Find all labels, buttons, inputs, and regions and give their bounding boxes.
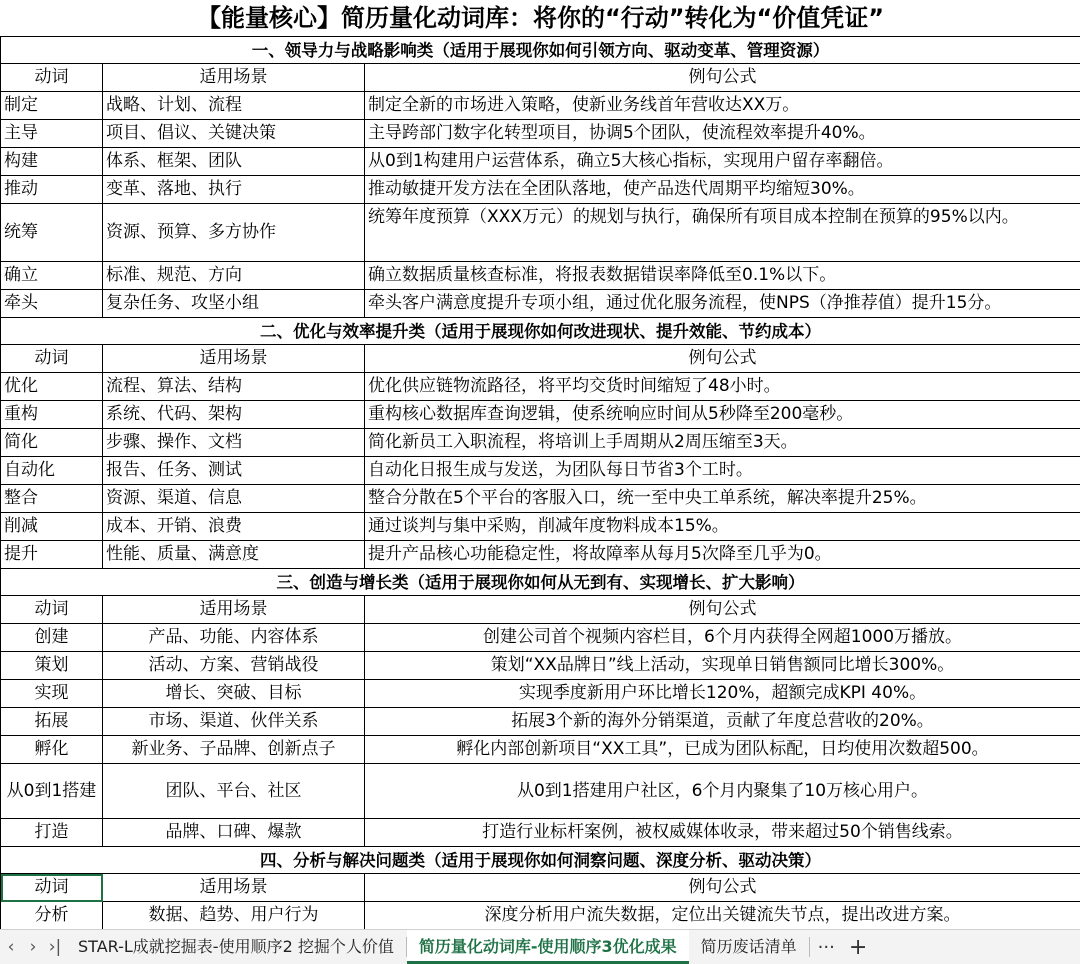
section-heading[interactable]: 二、优化与效率提升类（适用于展现你如何改进现状、提升效能、节约成本）: [1, 318, 1080, 345]
example-cell[interactable]: 自动化日报生成与发送，为团队每日节省3个工时。: [365, 457, 1080, 485]
scene-cell[interactable]: 变革、落地、执行: [103, 176, 365, 204]
scene-cell[interactable]: 团队、平台、社区: [103, 764, 365, 819]
verb-cell[interactable]: 分析: [1, 902, 103, 930]
header-scene[interactable]: 适用场景: [103, 874, 365, 902]
table-row: [1, 652, 1080, 680]
example-cell[interactable]: 重构核心数据库查询逻辑，使系统响应时间从5秒降至200毫秒。: [365, 401, 1080, 429]
verb-cell[interactable]: 制定: [1, 92, 103, 120]
example-cell[interactable]: 提升产品核心功能稳定性，将故障率从每月5次降至几乎为0。: [365, 541, 1080, 569]
verb-cell[interactable]: 统筹: [1, 204, 103, 262]
example-cell[interactable]: 统筹年度预算（XXX万元）的规划与执行，确保所有项目成本控制在预算的95%以内。: [365, 204, 1080, 262]
scene-cell[interactable]: 资源、预算、多方协作: [103, 204, 365, 262]
header-verb[interactable]: 动词: [1, 596, 103, 624]
example-cell[interactable]: 深度分析用户流失数据，定位出关键流失节点，提出改进方案。: [365, 902, 1080, 930]
section-heading[interactable]: 四、分析与解决问题类（适用于展现你如何洞察问题、深度分析、驱动决策）: [1, 847, 1080, 874]
table-row: [1, 902, 1080, 930]
scene-cell[interactable]: 体系、框架、团队: [103, 148, 365, 176]
scene-cell[interactable]: 市场、渠道、伙伴关系: [103, 708, 365, 736]
table-row: [1, 624, 1080, 652]
example-cell[interactable]: 简化新员工入职流程，将培训上手周期从2周压缩至3天。: [365, 429, 1080, 457]
table-row: [1, 148, 1080, 176]
verb-cell[interactable]: 整合: [1, 485, 103, 513]
tab-star-l[interactable]: STAR-L成就挖掘表-使用顺序2 挖掘个人价值: [66, 930, 406, 964]
verb-cell[interactable]: 打造: [1, 819, 103, 847]
example-cell[interactable]: 整合分散在5个平台的客服入口，统一至中央工单系统，解决率提升25%。: [365, 485, 1080, 513]
scene-cell[interactable]: 数据、趋势、用户行为: [103, 902, 365, 930]
section-heading[interactable]: 一、领导力与战略影响类（适用于展现你如何引领方向、驱动变革、管理资源）: [1, 37, 1080, 64]
scene-cell[interactable]: 报告、任务、测试: [103, 457, 365, 485]
example-cell[interactable]: 优化供应链物流路径，将平均交货时间缩短了48小时。: [365, 373, 1080, 401]
example-cell[interactable]: 确立数据质量核查标准，将报表数据错误率降低至0.1%以下。: [365, 262, 1080, 290]
table-row: [1, 176, 1080, 204]
table-row: [1, 485, 1080, 513]
scene-cell[interactable]: 品牌、口碑、爆款: [103, 819, 365, 847]
verb-cell[interactable]: 主导: [1, 120, 103, 148]
scene-cell[interactable]: 项目、倡议、关键决策: [103, 120, 365, 148]
sheet-tab-bar: [0, 929, 1080, 964]
table-row: [1, 819, 1080, 847]
verb-cell[interactable]: 自动化: [1, 457, 103, 485]
table-row: [1, 541, 1080, 569]
tab-nav-prev-icon[interactable]: ‹: [0, 937, 22, 957]
table-row: [1, 204, 1080, 262]
table-row: [1, 120, 1080, 148]
header-scene[interactable]: 适用场景: [103, 64, 365, 92]
scene-cell[interactable]: 资源、渠道、信息: [103, 485, 365, 513]
header-scene[interactable]: 适用场景: [103, 345, 365, 373]
section-heading[interactable]: 三、创造与增长类（适用于展现你如何从无到有、实现增长、扩大影响）: [1, 569, 1080, 596]
table-row: [1, 513, 1080, 541]
table-row: [1, 429, 1080, 457]
scene-cell[interactable]: 增长、突破、目标: [103, 680, 365, 708]
scene-cell[interactable]: 活动、方案、营销战役: [103, 652, 365, 680]
table-row: [1, 401, 1080, 429]
verb-cell[interactable]: 重构: [1, 401, 103, 429]
header-example[interactable]: 例句公式: [365, 596, 1080, 624]
scene-cell[interactable]: 复杂任务、攻坚小组: [103, 290, 365, 318]
verb-cell[interactable]: 从0到1搭建: [1, 764, 103, 819]
scene-cell[interactable]: 流程、算法、结构: [103, 373, 365, 401]
table-row: [1, 764, 1080, 819]
example-cell[interactable]: 主导跨部门数字化转型项目，协调5个团队，使流程效率提升40%。: [365, 120, 1080, 148]
scene-cell[interactable]: 产品、功能、内容体系: [103, 624, 365, 652]
scene-cell[interactable]: 步骤、操作、文档: [103, 429, 365, 457]
table-row: [1, 457, 1080, 485]
scene-cell[interactable]: 系统、代码、架构: [103, 401, 365, 429]
verb-cell[interactable]: 孵化: [1, 736, 103, 764]
header-example[interactable]: 例句公式: [365, 874, 1080, 902]
example-cell[interactable]: 从0到1构建用户运营体系，确立5大核心指标，实现用户留存率翻倍。: [365, 148, 1080, 176]
tab-resume-filler[interactable]: 简历废话清单: [689, 930, 809, 964]
verb-cell[interactable]: 推动: [1, 176, 103, 204]
example-cell[interactable]: 创建公司首个视频内容栏目，6个月内获得全网超1000万播放。: [365, 624, 1080, 652]
example-cell[interactable]: 通过谈判与集中采购，削减年度物料成本15%。: [365, 513, 1080, 541]
example-cell[interactable]: 孵化内部创新项目“XX工具”，已成为团队标配，日均使用次数超500。: [365, 736, 1080, 764]
example-cell[interactable]: 推动敏捷开发方法在全团队落地，使产品迭代周期平均缩短30%。: [365, 176, 1080, 204]
table-row: [1, 290, 1080, 318]
tab-verb-library[interactable]: 简历量化动词库-使用顺序3优化成果: [407, 930, 689, 964]
scene-cell[interactable]: 标准、规范、方向: [103, 262, 365, 290]
scene-cell[interactable]: 新业务、子品牌、创新点子: [103, 736, 365, 764]
example-cell[interactable]: 从0到1搭建用户社区，6个月内聚集了10万核心用户。: [365, 764, 1080, 819]
example-cell[interactable]: 打造行业标杆案例，被权威媒体收录，带来超过50个销售线索。: [365, 819, 1080, 847]
verb-cell[interactable]: 策划: [1, 652, 103, 680]
header-verb[interactable]: 动词: [1, 874, 103, 902]
table-row: [1, 92, 1080, 120]
header-verb[interactable]: 动词: [1, 345, 103, 373]
add-sheet-icon[interactable]: +: [843, 935, 873, 960]
example-cell[interactable]: 策划“XX品牌日”线上活动，实现单日销售额同比增长300%。: [365, 652, 1080, 680]
verb-cell[interactable]: 拓展: [1, 708, 103, 736]
verb-cell[interactable]: 削减: [1, 513, 103, 541]
table-row: [1, 373, 1080, 401]
example-cell[interactable]: 牵头客户满意度提升专项小组，通过优化服务流程，使NPS（净推荐值）提升15分。: [365, 290, 1080, 318]
verb-cell[interactable]: 确立: [1, 262, 103, 290]
more-tabs-icon[interactable]: ···: [810, 937, 843, 958]
table-row: [1, 708, 1080, 736]
table-row: [1, 262, 1080, 290]
verb-cell[interactable]: 牵头: [1, 290, 103, 318]
header-scene[interactable]: 适用场景: [103, 596, 365, 624]
verb-cell[interactable]: 实现: [1, 680, 103, 708]
header-example[interactable]: 例句公式: [365, 64, 1080, 92]
verb-cell[interactable]: 简化: [1, 429, 103, 457]
verb-cell[interactable]: 提升: [1, 541, 103, 569]
tab-nav-next-icon[interactable]: ›: [22, 937, 44, 957]
table-row: [1, 680, 1080, 708]
table-row: [1, 736, 1080, 764]
verb-cell[interactable]: 优化: [1, 373, 103, 401]
scene-cell[interactable]: 性能、质量、满意度: [103, 541, 365, 569]
scene-cell[interactable]: 成本、开销、浪费: [103, 513, 365, 541]
header-verb[interactable]: 动词: [1, 64, 103, 92]
header-example[interactable]: 例句公式: [365, 345, 1080, 373]
example-cell[interactable]: 拓展3个新的海外分销渠道，贡献了年度总营收的20%。: [365, 708, 1080, 736]
verb-cell[interactable]: 构建: [1, 148, 103, 176]
verb-cell[interactable]: 创建: [1, 624, 103, 652]
sheet-title[interactable]: 【能量核心】简历量化动词库：将你的“行动”转化为“价值凭证”: [1, 0, 1080, 37]
tab-nav-last-icon[interactable]: ›|: [44, 937, 66, 957]
example-cell[interactable]: 制定全新的市场进入策略，使新业务线首年营收达XX万。: [365, 92, 1080, 120]
scene-cell[interactable]: 战略、计划、流程: [103, 92, 365, 120]
example-cell[interactable]: 实现季度新用户环比增长120%，超额完成KPI 40%。: [365, 680, 1080, 708]
